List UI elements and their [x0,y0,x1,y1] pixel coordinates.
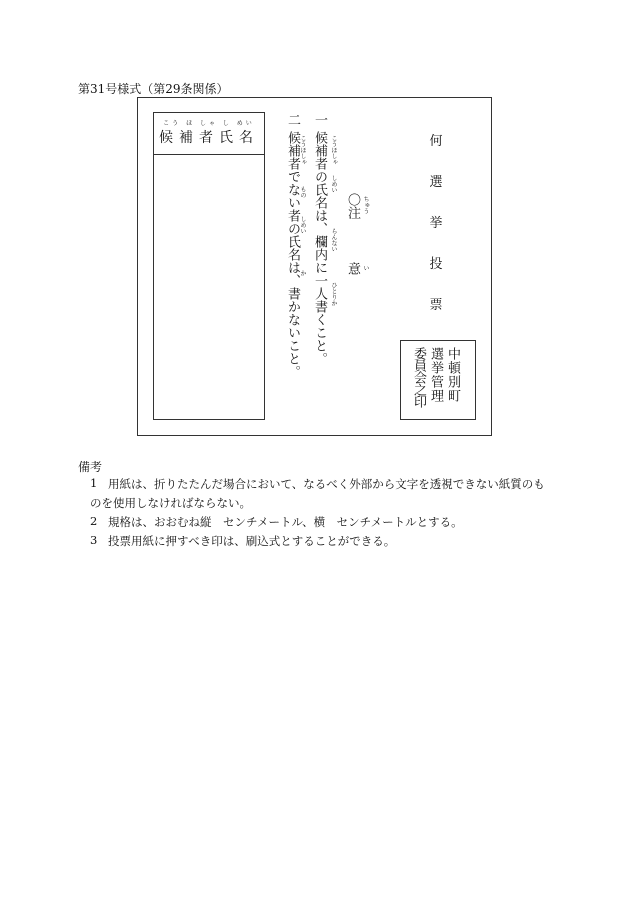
note-text: 投票用紙に押すべき印は、刷込式とすることができる。 [108,534,396,548]
instruction-1-number: 一 [312,113,327,126]
seal-column: 委員会之印 [411,347,426,407]
ballot-title-char: 選 [429,175,443,190]
ballot-title-char: 票 [429,298,443,313]
election-commission-seal [400,340,476,420]
notice-heading-char-ruby: い [362,265,369,271]
instruction-2-ruby: こうほしゃ [299,135,306,165]
candidate-name-header [154,113,264,155]
instruction-1-text: 候補者の氏名は、欄内に一人書くこと。 [312,131,327,365]
candidate-name-box [153,112,265,420]
note-text: 規格は、おおむね縦 センチメートル、横 センチメートルとする。 [108,515,463,529]
note-number: 3 [90,533,98,547]
note-number: 1 [90,476,98,490]
notice-heading: 〇注 [345,193,360,219]
instruction-2-number: 二 [285,113,300,126]
note-continuation: のを使用しなければならない。 [90,496,251,510]
ballot-title-char: 投 [429,257,443,272]
candidate-name-ruby: こう ほ しゃ し めい [163,120,255,127]
notes-heading: 備考 [78,460,103,474]
seal-column: 中頓別町 [445,347,460,403]
instruction-1-ruby: しめい [330,175,337,193]
instruction-1-ruby: ひとりか [330,282,337,306]
seal-column: 選挙管理 [428,347,443,403]
instruction-2-ruby: か [299,270,306,276]
notice-heading-char: 意 [345,262,360,275]
candidate-name-label: 候補者氏名 [159,130,259,146]
instruction-2-ruby: しめい [299,216,306,234]
ballot-title-char: 挙 [429,216,443,231]
instruction-2-ruby: もの [299,186,306,198]
notice-heading-ruby: ちゅう [362,196,369,214]
instruction-2-text: 候補者でない者の氏名は、書かないこと。 [285,131,300,378]
note-number: 2 [90,514,98,528]
note-text: 用紙は、折りたたんだ場合において、なるべく外部から文字を透視できない紙質のも [108,477,545,491]
instruction-1-ruby: らんない [330,228,337,252]
form-number: 第31号様式（第29条関係） [78,82,229,96]
ballot-title-char: 何 [429,134,443,149]
instruction-1-ruby: こうほしゃ [330,135,337,165]
